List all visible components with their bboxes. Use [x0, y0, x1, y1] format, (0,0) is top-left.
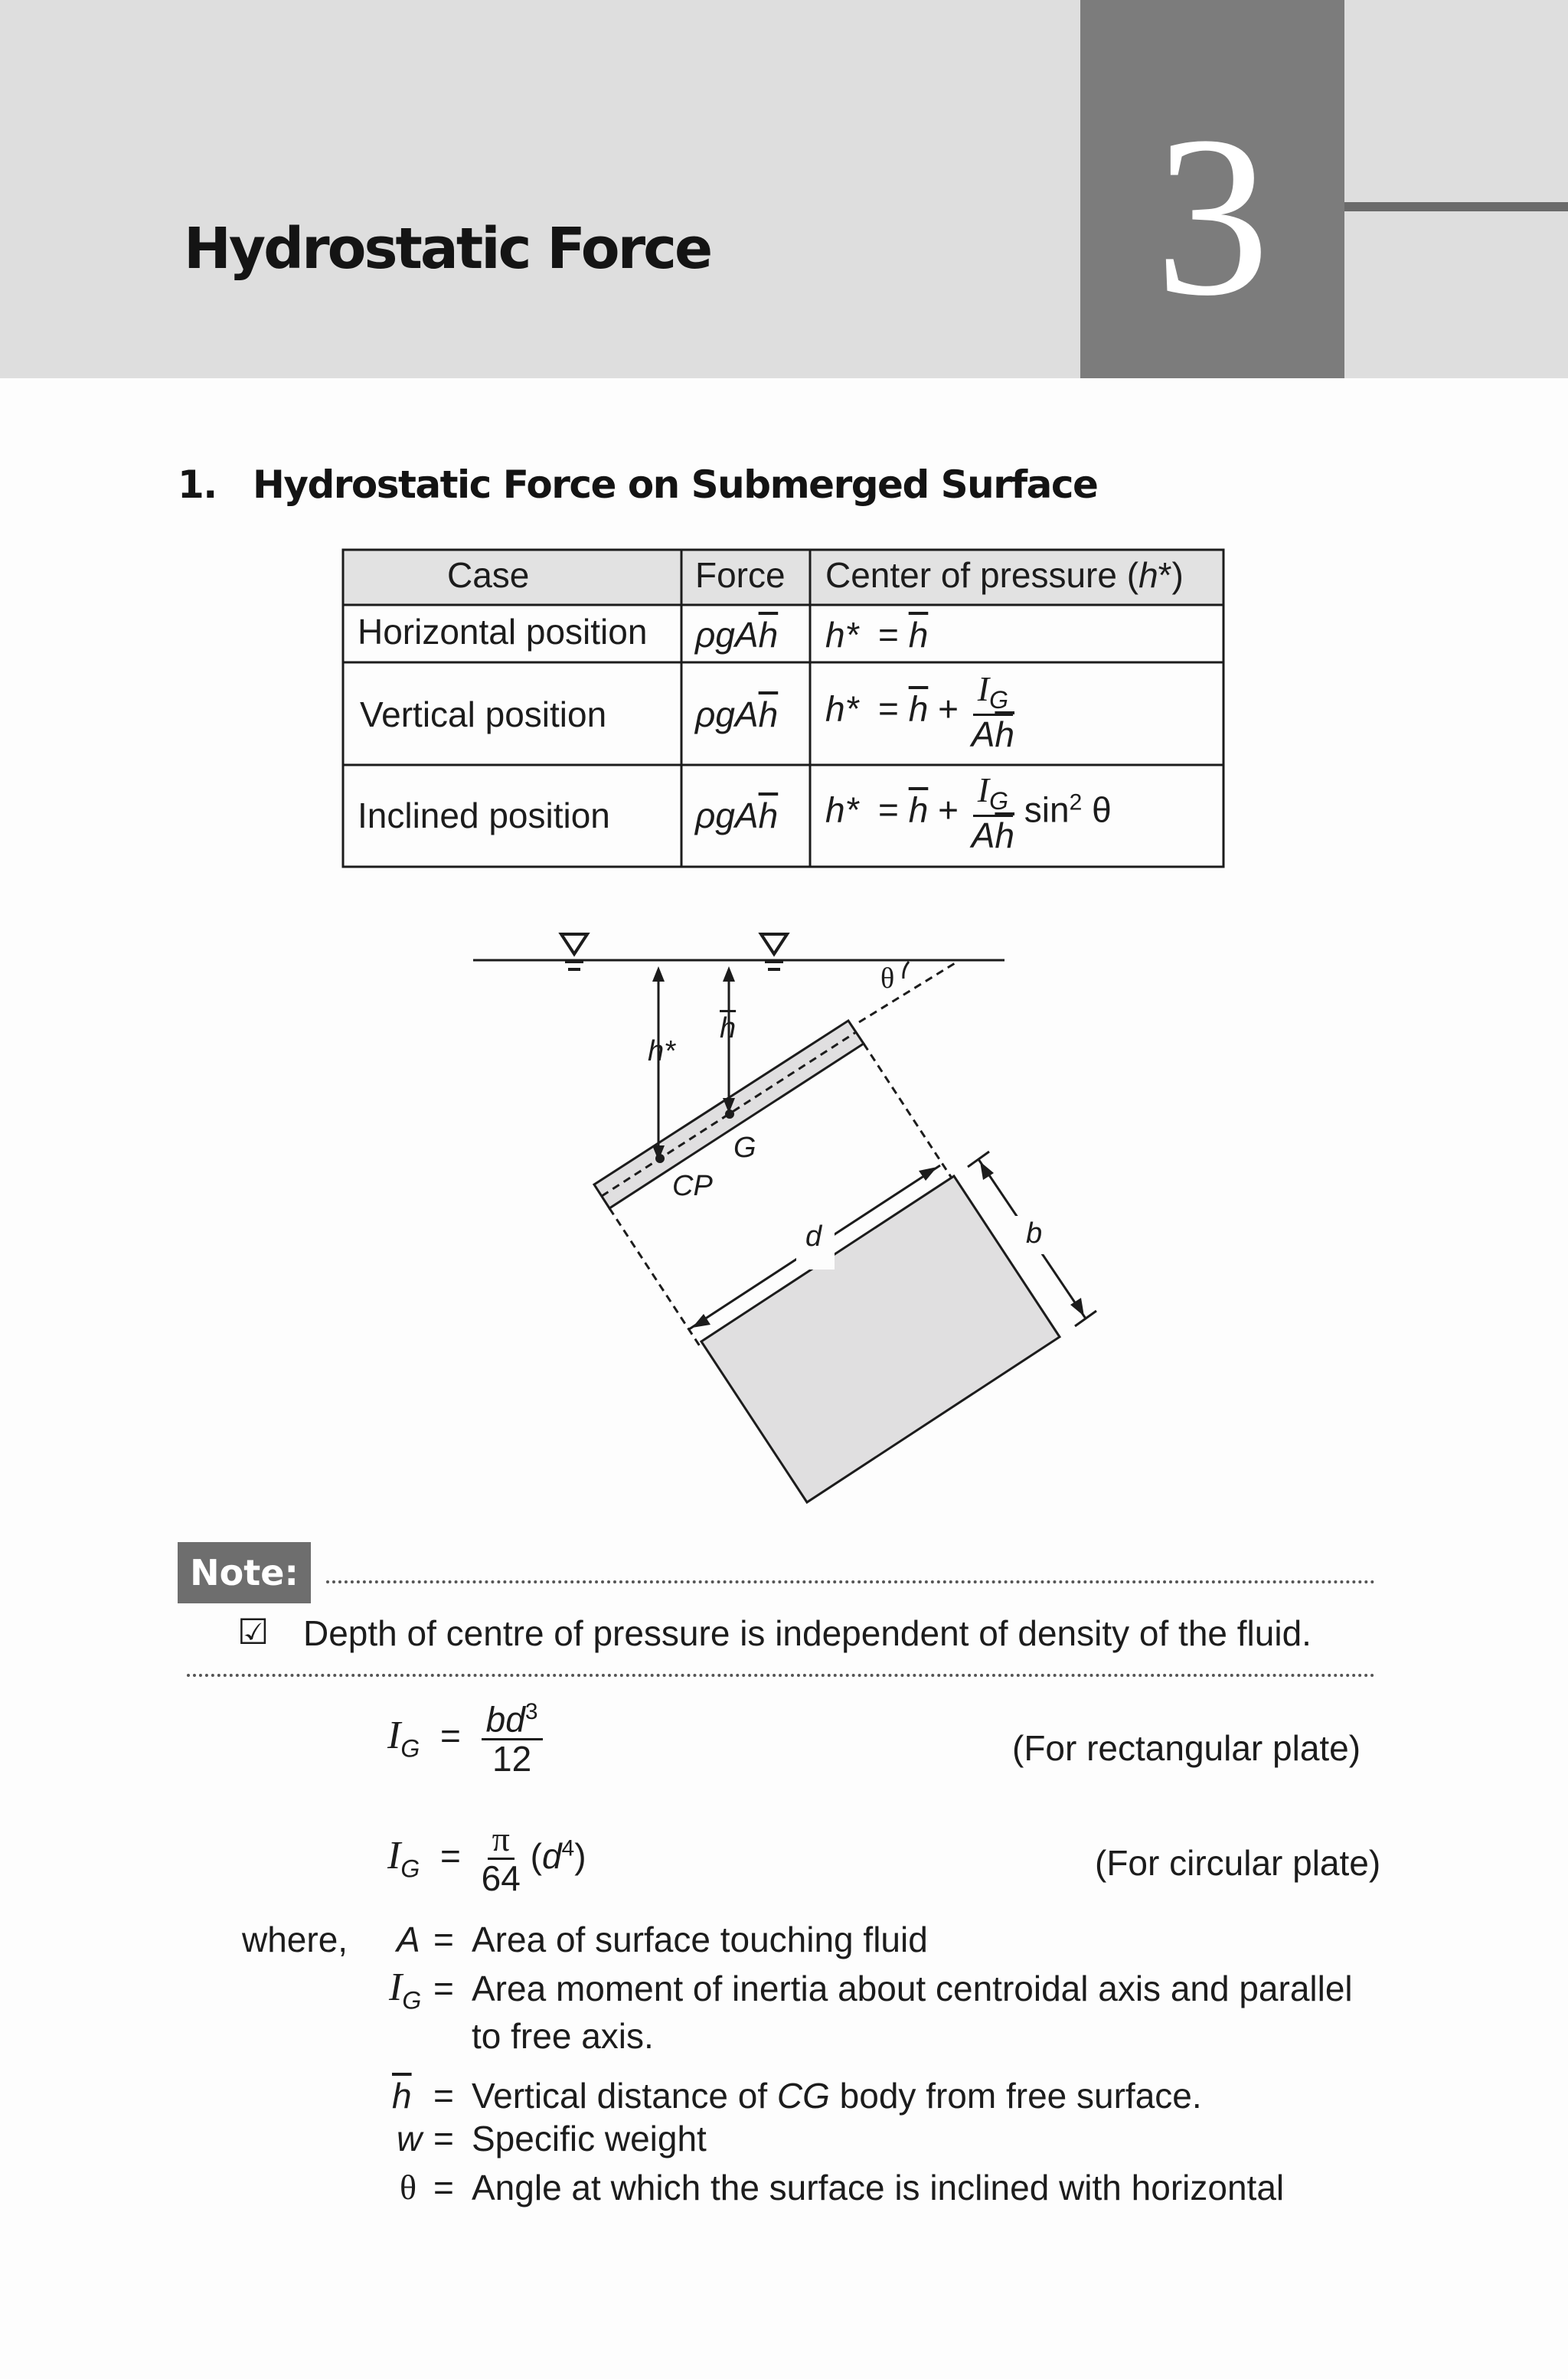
- definition-eq: =: [433, 2076, 454, 2116]
- table-row-force: $\rho gA\overline{h}$: [695, 796, 779, 835]
- definition-text-cont: to free axis.: [472, 2016, 654, 2056]
- section-title: Hydrostatic Force on Submerged Surface: [253, 462, 1098, 507]
- chapter-number: 3: [1155, 89, 1270, 343]
- checkbox-icon: ☑: [237, 1612, 270, 1652]
- table-header-force: Force: [695, 555, 786, 595]
- diagram-g-label: G: [733, 1132, 756, 1164]
- definition-symbol: θ: [400, 2168, 417, 2207]
- definition-text: Specific weight: [472, 2119, 707, 2158]
- table-row-cop: $h* = \overline{h}$: [825, 615, 929, 655]
- water-level-icon: [761, 934, 787, 969]
- diagram-d-label: d: [805, 1221, 822, 1253]
- definition-eq: =: [433, 2119, 454, 2158]
- formula-circ-note: (For circular plate): [1095, 1843, 1381, 1883]
- table-row-cop: $h* = \overline{h}$ + $\frac{I_G}{A\overline{h}}$ $\sin^2 \theta$: [825, 770, 1112, 855]
- table-row-case: Horizontal position: [358, 612, 648, 652]
- note-top-rule: [326, 1580, 1375, 1583]
- diagram-cp-label: CP: [672, 1170, 713, 1202]
- definition-text: Vertical distance of CG body from free surface.: [472, 2076, 1202, 2116]
- definition-eq: =: [433, 1920, 454, 1959]
- diagram-theta-label: θ: [880, 962, 895, 995]
- table-row-case: Vertical position: [360, 694, 607, 734]
- note-bottom-rule: [187, 1674, 1375, 1677]
- definition-text: Area moment of inertia about centroidal axis and parallel: [472, 1969, 1353, 2008]
- formula-rect-note: (For rectangular plate): [1012, 1728, 1361, 1768]
- definition-eq: =: [433, 1969, 454, 2008]
- note-text: Depth of centre of pressure is independent of density of the fluid.: [303, 1613, 1312, 1653]
- section-number: 1.: [178, 462, 217, 507]
- definition-symbol: A: [397, 1920, 420, 1959]
- definition-symbol: $I_G$: [389, 1966, 422, 2015]
- diagram-hstar-label: h*: [648, 1035, 675, 1067]
- table-header-case: Case: [447, 555, 530, 595]
- definition-text: Angle at which the surface is inclined with horizontal: [472, 2168, 1285, 2207]
- table-row-cop: $h* = \overline{h}$ + $\frac{I_G}{A\overline{h}}$: [825, 669, 1015, 754]
- note-badge: Note:: [178, 1542, 311, 1603]
- definition-text: Area of surface touching fluid: [472, 1920, 928, 1959]
- definition-symbol: w: [397, 2119, 423, 2158]
- table-row-force: $\rho gA\overline{h}$: [695, 615, 779, 655]
- definition-eq: =: [433, 2168, 454, 2207]
- formula-circ-plate: $I_G$ = $\frac{\pi}{64}$ $(d^4)$: [387, 1819, 586, 1899]
- chapter-title: Hydrostatic Force: [184, 216, 711, 282]
- table-header-center-of-pressure: Center of pressure (h*): [825, 555, 1184, 595]
- water-level-icon: [561, 934, 587, 969]
- definition-symbol: $\overline{h}$: [392, 2076, 412, 2116]
- diagram-hbar-label: $\overline{h}$: [720, 1012, 737, 1044]
- diagram-b-label: b: [1026, 1217, 1043, 1250]
- formula-rect-plate: $I_G$ = $\frac{bd^3}{12}$: [387, 1700, 543, 1777]
- table-row-force: $\rho gA\overline{h}$: [695, 694, 779, 734]
- where-label: where,: [242, 1920, 348, 1959]
- table-row-case: Inclined position: [358, 796, 610, 835]
